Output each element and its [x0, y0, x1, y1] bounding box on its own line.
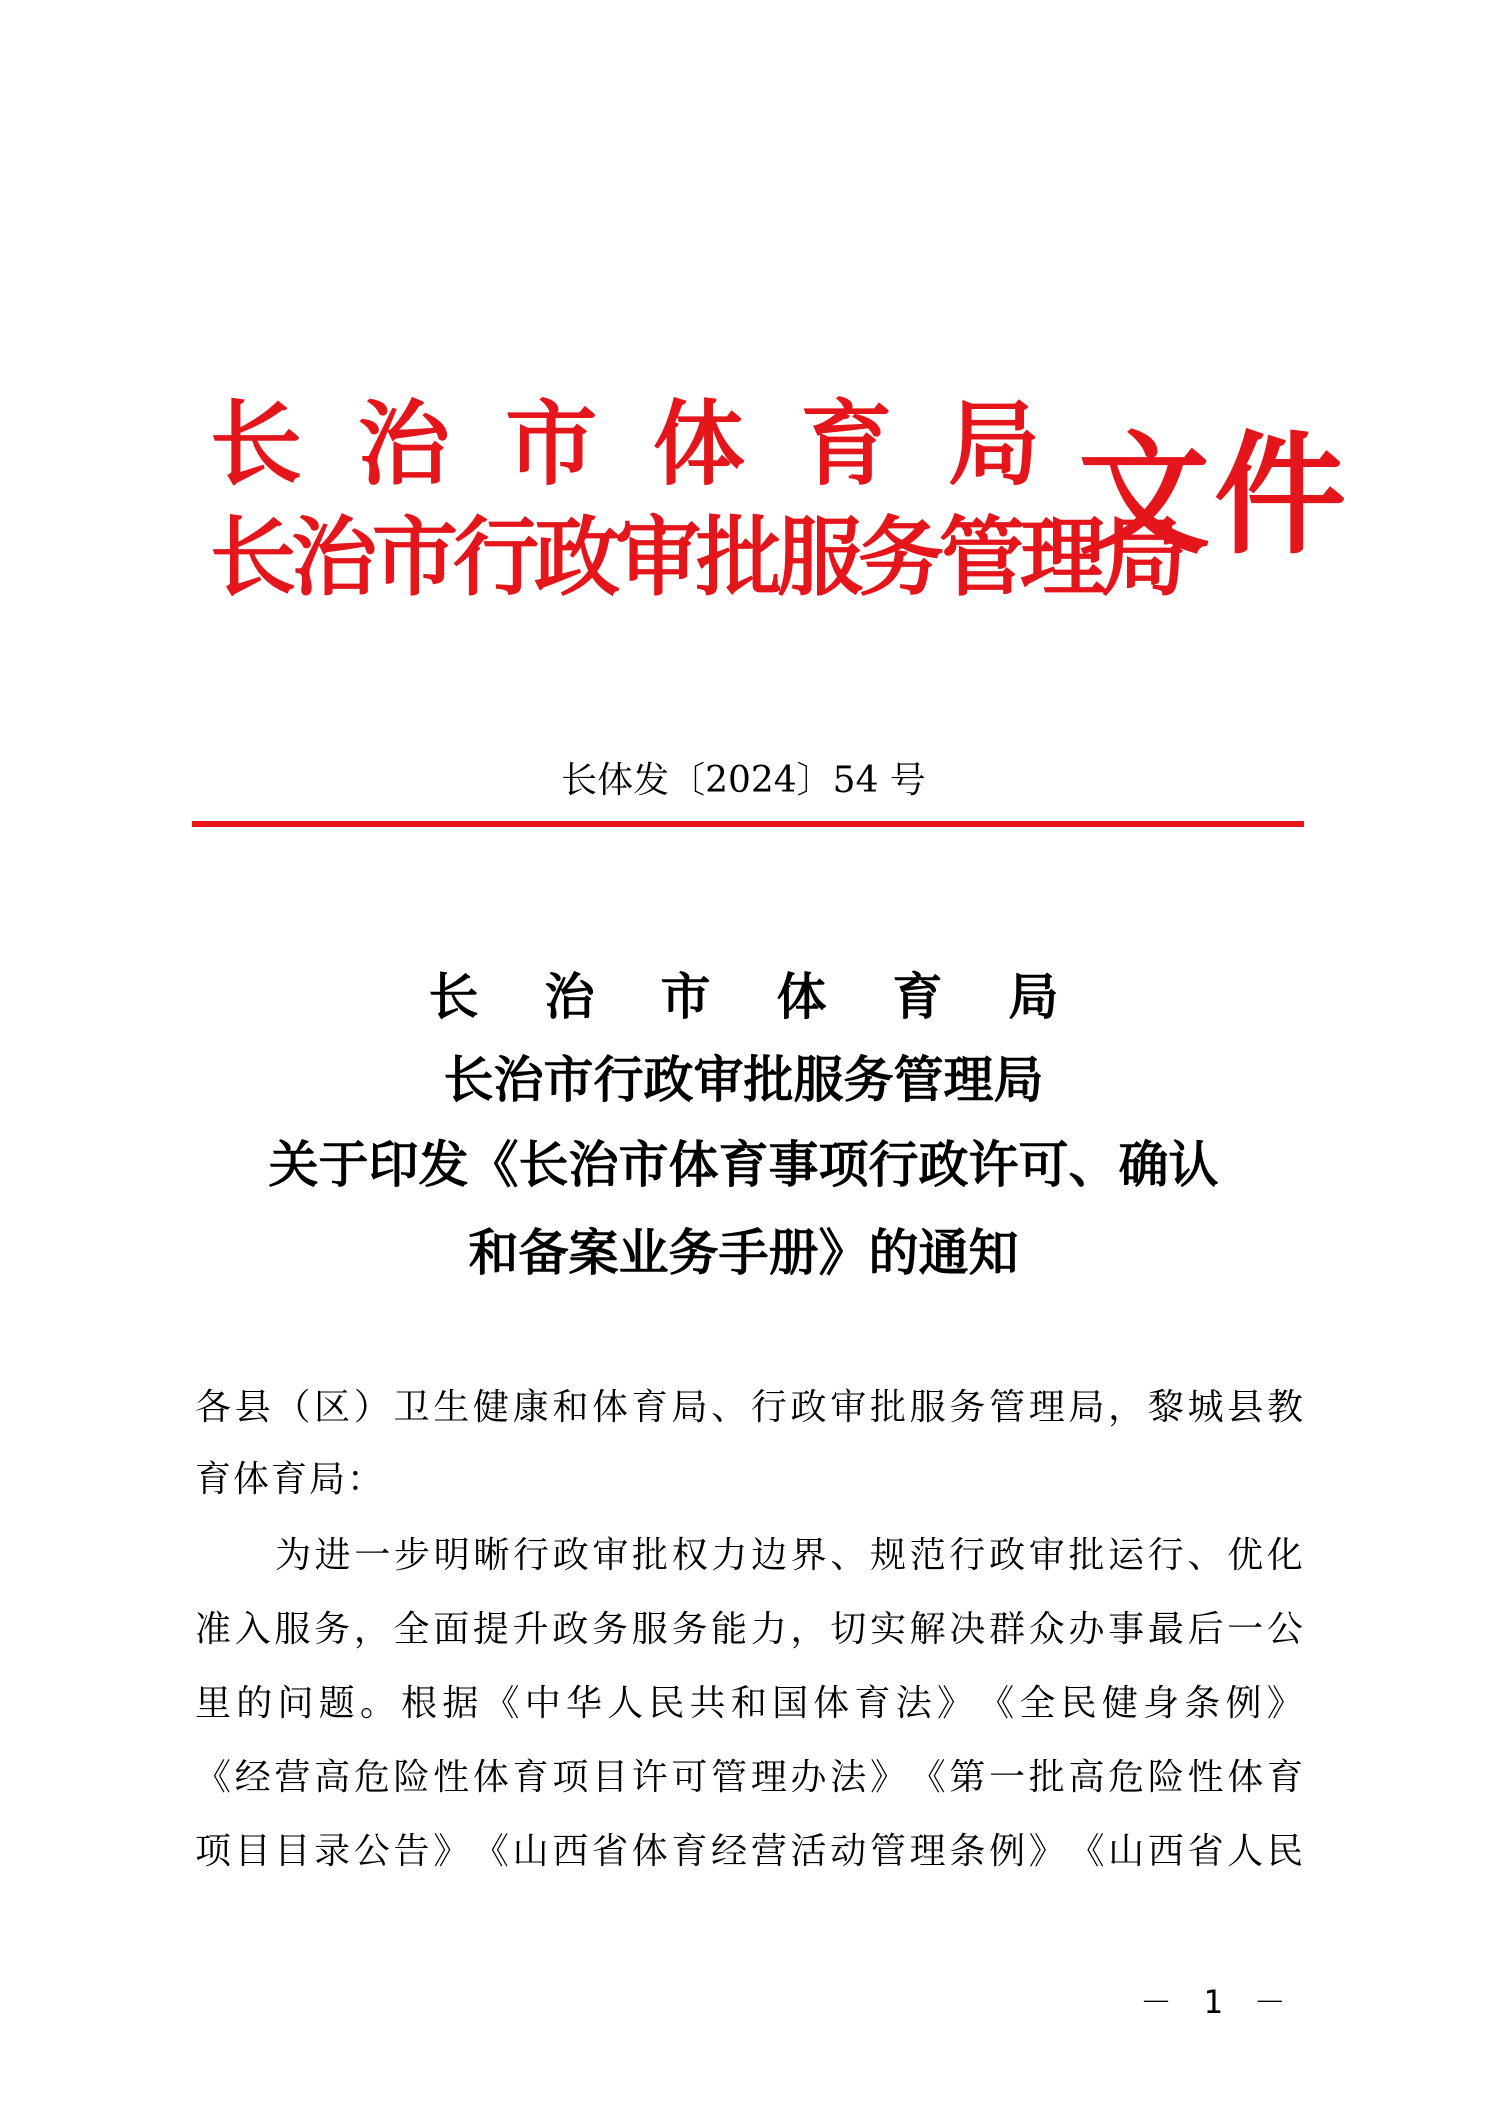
document-number: 长体发〔2024〕54 号	[561, 760, 926, 801]
org-char: 体	[652, 390, 745, 498]
title-char: 治	[544, 967, 595, 1026]
body-line: 项 目 目 录 公 告 》 《 山 西 省 体 育 经 营 活 动 管 理 条 例 》 《 山 西 省 人 民	[195, 1831, 1305, 1872]
body-line: 里 的 问 题 。 根 据 《 中 华 人 民 共 和 国 体 育 法 》 《 全 民 健 身 条 例 》	[195, 1683, 1305, 1724]
title-line-2: 长治市行政审批服务管理局	[443, 1050, 1044, 1109]
body-line: 为 进 一 步 明 晰 行 政 审 批 权 力 边 界 、 规 范 行 政 审 批 运 行 、 优 化	[275, 1535, 1305, 1576]
title-char: 市	[660, 967, 711, 1026]
body-line: 《 经 营 高 危 险 性 体 育 项 目 许 可 管 理 办 法 》 《 第 一 批 高 危 险 性 体 育	[195, 1757, 1305, 1798]
title-line-3: 关于印发《长治市体育事项行政许可、确认	[268, 1135, 1219, 1194]
title-char: 长	[428, 967, 479, 1026]
body-line: 育体育局：	[195, 1459, 386, 1500]
title-char: 局	[1008, 967, 1059, 1026]
title-line-4: 和备案业务手册》的通知	[468, 1223, 1019, 1282]
org-char: 长	[210, 390, 303, 498]
body-line: 准 入 服 务 ， 全 面 提 升 政 务 服 务 能 力 ， 切 实 解 决 群 众 办 事 最 后 一 公	[195, 1609, 1305, 1650]
issuing-org-1	[210, 390, 1040, 498]
title-char: 体	[776, 967, 827, 1026]
document-type-label: 文件	[1078, 418, 1350, 573]
org-char: 局	[947, 390, 1040, 498]
org-char: 市	[505, 390, 598, 498]
org-char: 治	[357, 390, 450, 498]
org-char: 育	[800, 390, 893, 498]
page-number: － 1 －	[1140, 1983, 1292, 2021]
body-line: 各 县 （ 区 ） 卫 生 健 康 和 体 育 局 、 行 政 审 批 服 务 管 理 局 ， 黎 城 县 教	[195, 1387, 1305, 1428]
red-divider-line	[192, 821, 1304, 827]
title-char: 育	[892, 967, 943, 1026]
issuing-org-2: 长治市行政审批服务管理局	[210, 507, 1182, 608]
title-line-1	[0, 967, 1487, 1026]
